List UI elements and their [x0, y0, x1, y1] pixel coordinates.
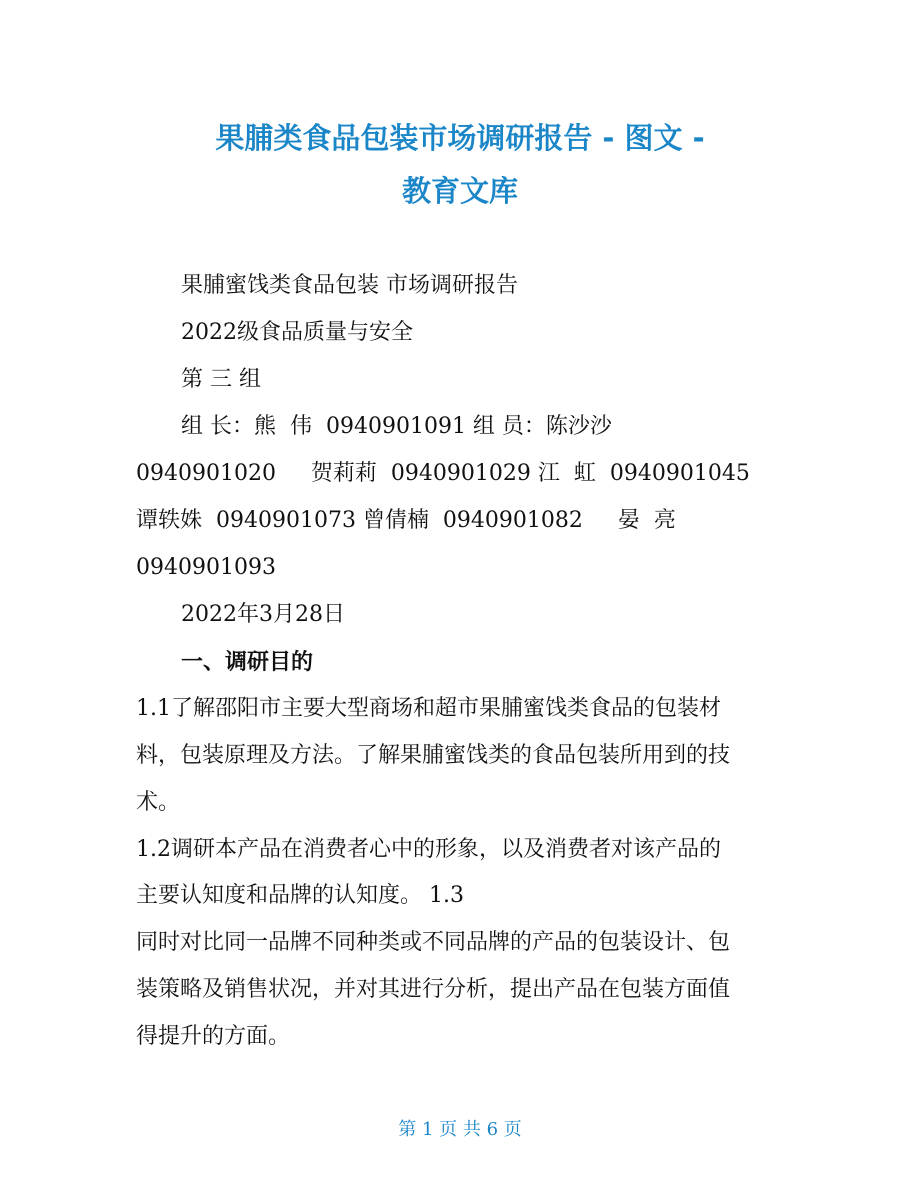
paragraph-line: 1.2调研本产品在消费者心中的形象，以及消费者对该产品的	[136, 837, 721, 862]
page-number: 第 1 页 共 6 页	[398, 1119, 522, 1140]
section-title: 一、调研目的	[181, 649, 314, 675]
paragraph-line: 1.1了解邵阳市主要大型商场和超市果脯蜜饯类食品的包装材	[136, 696, 721, 721]
paragraph-line: 主要认知度和品牌的认知度。 1.3	[136, 883, 464, 908]
members-line: 0940901093	[136, 555, 276, 580]
group-label: 第 三 组	[181, 367, 261, 392]
members-line: 组 长：熊 伟 0940901091 组 员：陈沙沙	[181, 414, 612, 439]
members-line: 谭轶姝 0940901073 曾倩楠 0940901082 晏 亮	[136, 508, 676, 533]
paragraph-line: 装策略及销售状况，并对其进行分析，提出产品在包装方面值	[136, 977, 731, 1002]
members-line: 0940901020 贺莉莉 0940901029 江 虹 0940901045	[136, 461, 750, 486]
document-title-line2: 教育文库	[401, 174, 518, 208]
document-title-line1: 果脯类食品包装市场调研报告 - 图文 -	[215, 121, 705, 155]
paragraph-line: 同时对比同一品牌不同种类或不同品牌的产品的包装设计、包	[136, 930, 731, 955]
paragraph-line: 得提升的方面。	[136, 1024, 291, 1049]
report-heading: 果脯蜜饯类食品包装 市场调研报告	[181, 273, 518, 298]
paragraph-line: 术。	[136, 790, 181, 815]
report-date: 2022年3月28日	[181, 602, 345, 627]
paragraph-line: 料，包装原理及方法。了解果脯蜜饯类的食品包装所用到的技	[136, 743, 731, 768]
class-name: 2022级食品质量与安全	[181, 320, 413, 345]
